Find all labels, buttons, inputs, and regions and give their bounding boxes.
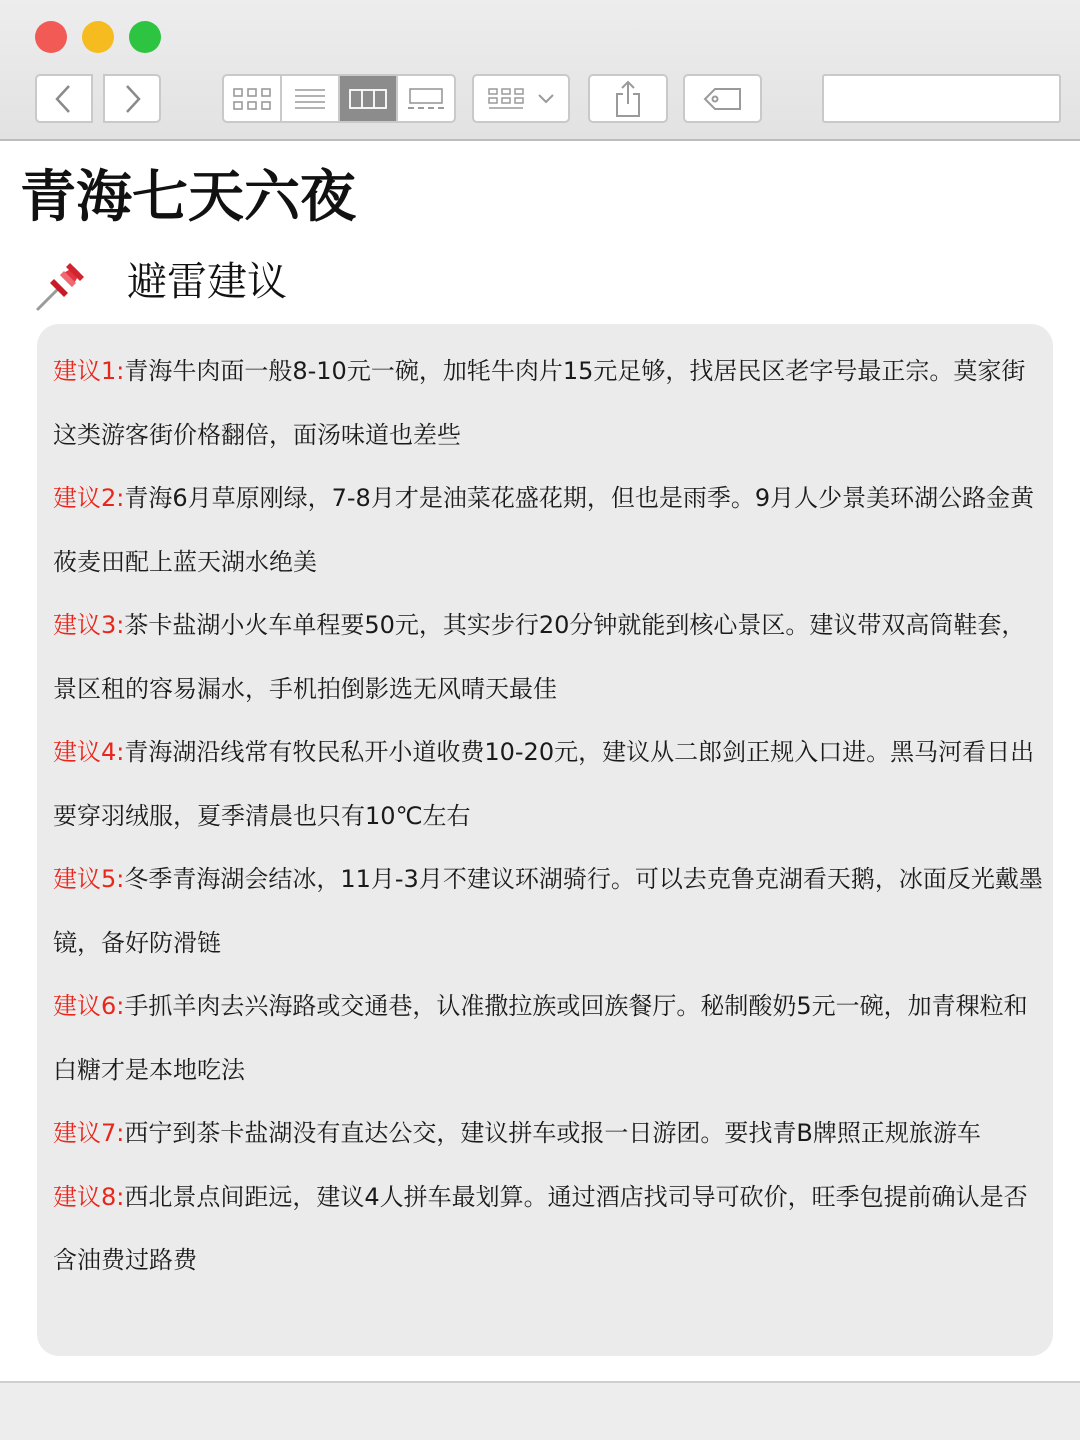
page-title: 青海七天六夜 bbox=[20, 165, 356, 230]
minimize-window-button[interactable] bbox=[82, 21, 114, 53]
arrange-button[interactable] bbox=[472, 74, 570, 123]
tip-item bbox=[53, 721, 1047, 848]
tips-card bbox=[37, 324, 1053, 1356]
list-view-button[interactable] bbox=[282, 76, 340, 121]
tip-item bbox=[53, 594, 1047, 721]
column-view-icon bbox=[348, 87, 388, 111]
tip-label: 建议8: bbox=[53, 1182, 125, 1211]
close-window-button[interactable] bbox=[35, 21, 67, 53]
chevron-down-icon bbox=[537, 92, 555, 106]
tip-label: 建议1: bbox=[53, 357, 125, 385]
search-field[interactable] bbox=[822, 74, 1061, 123]
chevron-right-icon bbox=[121, 84, 143, 114]
grid-view-icon bbox=[232, 87, 272, 111]
tip-text: 茶卡盐湖小火车单程要50元，其实步行20分钟就能到核心景区。建议带双高筒鞋套，景区租的容易漏水，手机拍倒影选无风晴天最佳 bbox=[53, 611, 1026, 703]
tip-text: 青海6月草原刚绿，7-8月才是油菜花盛花期，但也是雨季。9月人少景美环湖公路金黄莜麦田配上蓝天湖水绝美 bbox=[53, 484, 1035, 576]
tip-text: 青海牛肉面一般8-10元一碗，加牦牛肉片15元足够，找居民区老字号最正宗。莫家街这类游客街价格翻倍，面汤味道也差些 bbox=[53, 357, 1026, 449]
tip-item bbox=[53, 1102, 1047, 1166]
arrange-grid-icon bbox=[487, 87, 527, 111]
tip-label: 建议3: bbox=[53, 611, 125, 639]
tag-icon bbox=[703, 86, 743, 112]
tip-label: 建议6: bbox=[53, 992, 125, 1020]
tip-text: 西宁到茶卡盐湖没有直达公交，建议拼车或报一日游团。要找青B牌照正规旅游车 bbox=[124, 1119, 981, 1147]
window-toolbar bbox=[0, 0, 1080, 141]
tip-item bbox=[53, 1166, 1047, 1293]
section-title: 避雷建议 bbox=[127, 259, 287, 305]
view-mode-selector bbox=[222, 74, 456, 123]
tip-label: 建议4: bbox=[53, 738, 125, 766]
tip-label: 建议2: bbox=[53, 484, 125, 512]
tip-text: 手抓羊肉去兴海路或交通巷，认准撒拉族或回族餐厅。秘制酸奶5元一碗，加青稞粒和白糖才是本地吃法 bbox=[53, 992, 1028, 1084]
tip-text: 西北景点间距远，建议4人拼车最划算。通过酒店找司导可砍价，旺季包提前确认是否含油费过路费 bbox=[53, 1182, 1028, 1274]
gallery-view-button[interactable] bbox=[398, 76, 454, 121]
tip-label: 建议5: bbox=[53, 865, 125, 893]
zoom-window-button[interactable] bbox=[129, 21, 161, 53]
pushpin-icon bbox=[34, 257, 90, 313]
icon-view-button[interactable] bbox=[224, 76, 282, 121]
forward-button[interactable] bbox=[103, 74, 161, 123]
tip-label: 建议7: bbox=[53, 1119, 125, 1147]
tip-text: 冬季青海湖会结冰，11月-3月不建议环湖骑行。可以去克鲁克湖看天鹅，冰面反光戴墨镜，备好防滑链 bbox=[53, 865, 1043, 957]
list-view-icon bbox=[293, 87, 327, 111]
tip-item bbox=[53, 848, 1047, 975]
tag-button[interactable] bbox=[683, 74, 762, 123]
search-input[interactable] bbox=[840, 79, 1080, 119]
back-button[interactable] bbox=[35, 74, 93, 123]
tip-item bbox=[53, 975, 1047, 1102]
column-view-button[interactable] bbox=[340, 76, 398, 121]
chevron-left-icon bbox=[53, 84, 75, 114]
status-bar bbox=[0, 1381, 1080, 1440]
share-button[interactable] bbox=[588, 74, 668, 123]
gallery-view-icon bbox=[406, 87, 446, 111]
tip-item bbox=[53, 340, 1047, 467]
tip-text: 青海湖沿线常有牧民私开小道收费10-20元，建议从二郎剑正规入口进。黑马河看日出要穿羽绒服，夏季清晨也只有10℃左右 bbox=[53, 738, 1035, 830]
share-icon bbox=[613, 80, 643, 118]
tip-item bbox=[53, 467, 1047, 594]
